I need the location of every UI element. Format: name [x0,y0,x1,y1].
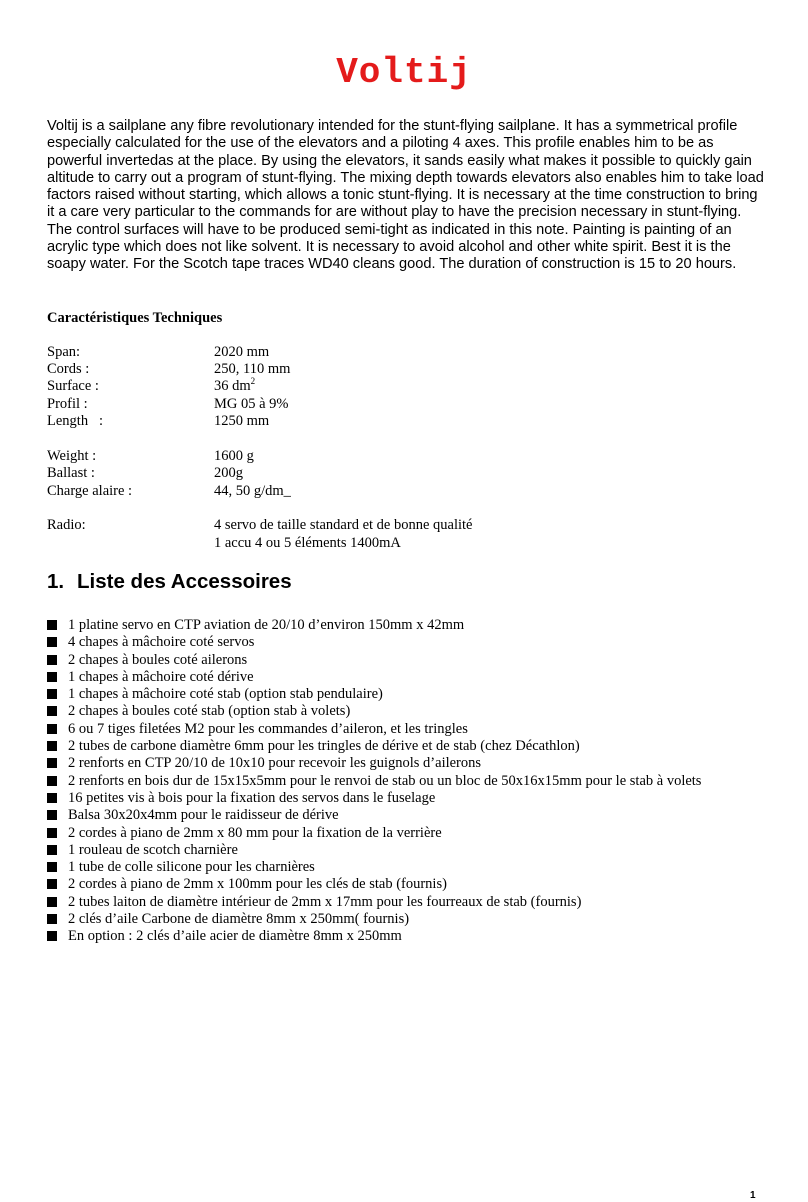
square-bullet-icon [47,931,57,941]
spec-row-length [47,413,747,430]
list-item-text: 2 renforts en CTP 20/10 de 10x10 pour recevoir les guignols d’ailerons [68,755,482,772]
list-item [47,669,767,686]
square-bullet-icon [47,706,57,716]
list-item [47,634,767,651]
list-item-text: Balsa 30x20x4mm pour le raidisseur de dérive [68,807,339,824]
spec-row-profil [47,396,747,413]
spec-row-cords [47,361,747,378]
spec-label: Span: [47,344,81,360]
spec-value: 1600 g [214,448,254,464]
specs-heading: Caractéristiques Techniques [47,310,223,326]
spec-value: 4 servo de taille standard et de bonne qualité [214,517,473,533]
intro-paragraph: Voltij is a sailplane any fibre revolutionary intended for the stunt-flying sailplane. It has a symmetrical profile especially calculated for the use of the elevators and a piloting 4 axes. This profile enables him to be as powerful invertedas at the place. By using the elevators, it sands easily what makes it possible to quickly gain altitude to carry out a program of stunt-flying. The mixing depth towards elevators also enables him to take load factors raised without starting, which allows a tonic stunt-flying. It is necessary at the time construction to bring it a care very particular to the commands for are without play to have the precision necessary in stunt-flying. The control surfaces will have to be produced semi-tight as indicated in this note. Painting is painting of an acrylic type which does not like solvent. It is necessary to avoid alcohol and other white spirit. Best it is the soapy water. For the Scotch tape traces WD40 cleans good. The duration of construction is 15 to 20 hours. [47,118,764,273]
spec-label: Profil : [47,396,88,412]
list-item-text: En option : 2 clés d’aile acier de diamètre 8mm x 250mm [68,928,402,945]
spec-row-radio [47,517,747,534]
list-item-text: 2 renforts en bois dur de 15x15x5mm pour le renvoi de stab ou un bloc de 50x16x15mm pour le stab à volets [68,772,702,789]
list-item [47,876,767,893]
spec-value: 1 accu 4 ou 5 éléments 1400mA [214,535,401,551]
square-bullet-icon [47,776,57,786]
page-number: 1 [750,1190,756,1201]
square-bullet-icon [47,758,57,768]
spec-row-ballast [47,465,747,482]
list-item [47,859,767,876]
spec-value: 250, 110 mm [214,361,291,377]
square-bullet-icon [47,845,57,855]
accessories-list [47,617,767,946]
list-item [47,911,767,928]
spec-label: Charge alaire : [47,483,133,499]
list-item [47,825,767,842]
square-bullet-icon [47,897,57,907]
spec-value-superscript: 2 [250,376,256,387]
spec-label: Ballast : [47,465,95,481]
spec-row-surface [47,378,747,395]
square-bullet-icon [47,637,57,647]
square-bullet-icon [47,879,57,889]
spec-label: Cords : [47,361,90,377]
square-bullet-icon [47,810,57,820]
spec-value: 2020 mm [214,344,270,360]
section-heading [47,570,292,594]
list-item-text: 6 ou 7 tiges filetées M2 pour les commandes d’aileron, et les tringles [68,720,468,737]
list-item [47,738,767,755]
spec-row-charge-alaire [47,483,747,500]
spec-label: Length : [47,413,103,429]
list-item [47,842,767,859]
square-bullet-icon [47,793,57,803]
spec-row-weight [47,448,747,465]
list-item [47,686,767,703]
list-item-text: 4 chapes à mâchoire coté servos [68,634,255,651]
spec-value: 44, 50 g/dm_ [214,483,291,499]
spec-value: 1250 mm [214,413,270,429]
spec-row-radio-battery [47,535,747,552]
list-item-text: 1 platine servo en CTP aviation de 20/10 d’environ 150mm x 42mm [68,617,465,633]
list-item-text: 2 cordes à piano de 2mm x 100mm pour les clés de stab (fournis) [68,876,447,893]
spec-value: 36 dm [214,378,251,394]
list-item [47,894,767,911]
square-bullet-icon [47,914,57,924]
square-bullet-icon [47,672,57,682]
spec-label: Weight : [47,448,97,464]
list-item [47,807,767,824]
spec-label: Radio: [47,517,86,533]
list-item-text: 2 chapes à boules coté stab (option stab à volets) [68,703,351,720]
square-bullet-icon [47,620,57,630]
list-item [47,652,767,669]
section-number: 1. [47,570,65,593]
list-item [47,928,767,945]
list-item-text: 1 chapes à mâchoire coté dérive [68,668,254,685]
list-item-text: 1 rouleau de scotch charnière [68,841,238,858]
spec-value: MG 05 à 9% [214,396,289,412]
list-item-text: 2 clés d’aile Carbone de diamètre 8mm x 250mm( fournis) [68,911,410,928]
list-item-text: 2 cordes à piano de 2mm x 80 mm pour la fixation de la verrière [68,824,442,841]
list-item [47,773,767,790]
list-item-text: 2 tubes de carbone diamètre 6mm pour les tringles de dérive et de stab (chez Décathlon) [68,738,580,755]
list-item [47,721,767,738]
square-bullet-icon [47,828,57,838]
square-bullet-icon [47,689,57,699]
spec-label: Surface : [47,378,99,394]
list-item-text: 16 petites vis à bois pour la fixation des servos dans le fuselage [68,789,436,806]
spec-value: 200g [214,465,243,481]
square-bullet-icon [47,862,57,872]
list-item-text: 2 chapes à boules coté ailerons [68,651,248,668]
list-item-text: 1 tube de colle silicone pour les charnières [68,859,315,876]
list-item [47,755,767,772]
list-item [47,617,767,634]
list-item [47,790,767,807]
list-item-text: 1 chapes à mâchoire coté stab (option stab pendulaire) [68,686,383,703]
page-title: Voltij [336,52,472,93]
square-bullet-icon [47,724,57,734]
spec-row-span [47,344,747,361]
square-bullet-icon [47,741,57,751]
list-item-text: 2 tubes laiton de diamètre intérieur de 2mm x 17mm pour les fourreaux de stab (fournis) [68,893,582,910]
list-item [47,703,767,720]
section-title: Liste des Accessoires [77,570,292,593]
spec-value-wrap [214,378,255,395]
square-bullet-icon [47,655,57,665]
